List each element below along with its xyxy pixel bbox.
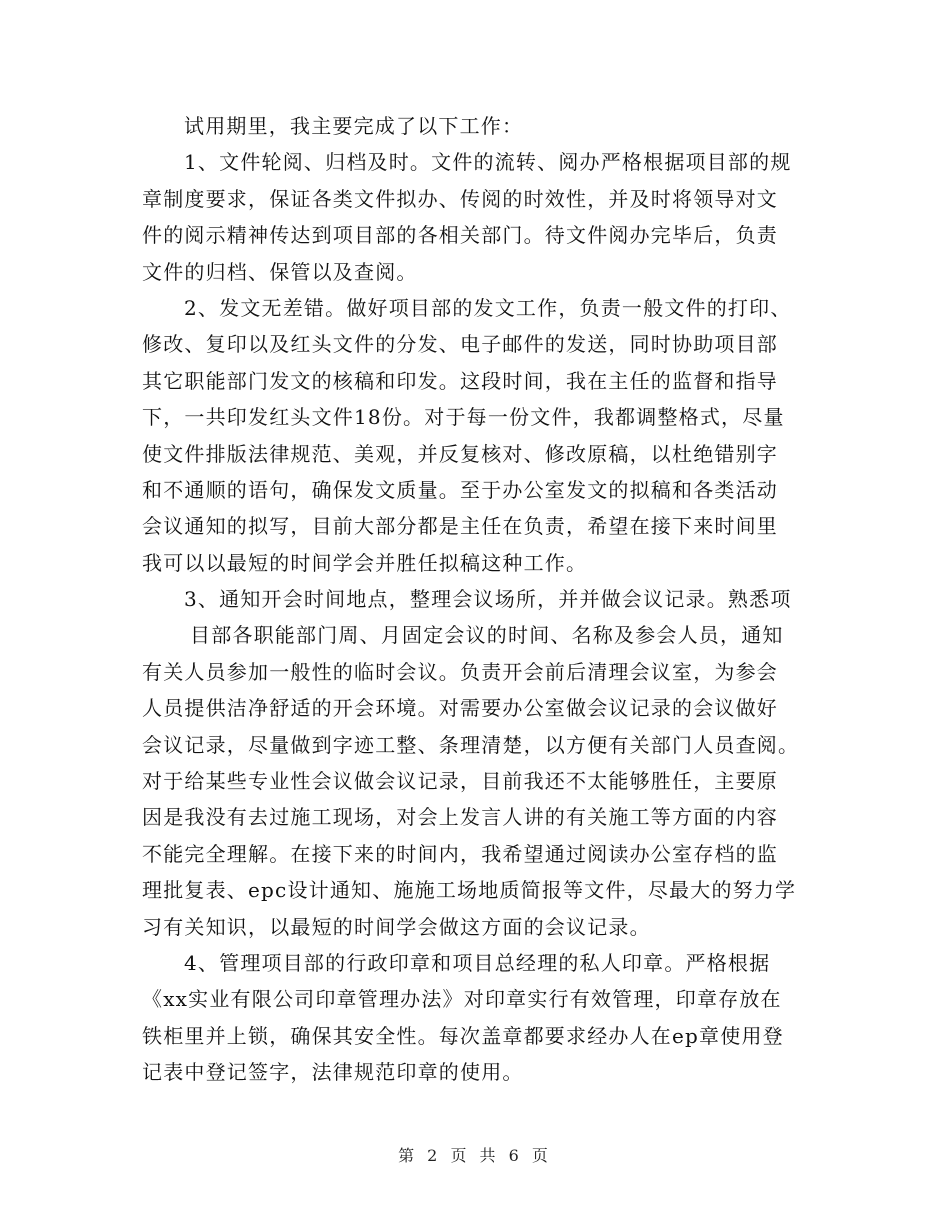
item-4-line-1: 4、管理项目部的行政印章和项目总经理的私人印章。严格根据 [184, 950, 771, 975]
item-3-line-5: 会议记录，尽量做到字迹工整、条理清楚，以方便有关部门人员查阅。 [142, 732, 800, 757]
document-body [142, 108, 808, 1091]
item-2-line-5: 使文件排版法律规范、美观，并反复核对、修改原稿，以杜绝错别字 [142, 441, 778, 466]
item-3-line-3: 有关人员参加一般性的临时会议。负责开会前后清理会议室，为参会 [142, 659, 778, 684]
item-2-line-6: 和不通顺的语句，确保发文质量。至于办公室发文的拟稿和各类活动 [142, 477, 778, 502]
item-3-line-10: 习有关知识，以最短的时间学会做这方面的会议记录。 [142, 914, 651, 939]
item-4-line-4: 记表中登记签字，法律规范印章的使用。 [142, 1060, 524, 1085]
item-4-line-3: 铁柜里并上锁，确保其安全性。每次盖章都要求经办人在ep章使用登 [142, 1023, 784, 1048]
item-3-line-6: 对于给某些专业性会议做会议记录，目前我还不太能够胜任，主要原 [142, 769, 778, 794]
page-number-footer: 第 2 页 共 6 页 [398, 1146, 552, 1165]
item-1-line-1: 1、文件轮阅、归档及时。文件的流转、阅办严格根据项目部的规 [184, 150, 792, 175]
item-2-line-3: 其它职能部门发文的核稿和印发。这段时间，我在主任的监督和指导 [142, 368, 778, 393]
item-2-line-1: 2、发文无差错。做好项目部的发文工作，负责一般文件的打印、 [184, 295, 792, 320]
item-2-line-8: 我可以以最短的时间学会并胜任拟稿这种工作。 [142, 550, 588, 575]
item-1-line-2: 章制度要求，保证各类文件拟办、传阅的时效性，并及时将领导对文 [142, 186, 778, 211]
item-1-line-3: 件的阅示精神传达到项目部的各相关部门。待文件阅办完毕后，负责 [142, 223, 778, 248]
item-3-line-7: 因是我没有去过施工现场，对会上发言人讲的有关施工等方面的内容 [142, 805, 778, 830]
item-1-line-4: 文件的归档、保管以及查阅。 [142, 259, 418, 284]
intro-line: 试用期里，我主要完成了以下工作： [184, 114, 524, 138]
item-2-line-4: 下，一共印发红头文件18份。对于每一份文件，我都调整格式，尽量 [142, 405, 785, 430]
item-3-line-2: 目部各职能部门周、月固定会议的时间、名称及参会人员，通知 [190, 623, 784, 648]
item-3-line-8: 不能完全理解。在接下来的时间内，我希望通过阅读办公室存档的监 [142, 841, 778, 866]
item-4-line-2: 《xx实业有限公司印章管理办法》对印章实行有效管理，印章存放在 [142, 987, 782, 1012]
item-2-line-7: 会议通知的拟写，目前大部分都是主任在负责，希望在接下来时间里 [142, 514, 778, 539]
item-3-line-4: 人员提供洁净舒适的开会环境。对需要办公室做会议记录的会议做好 [142, 696, 778, 721]
item-3-line-1: 3、通知开会时间地点，整理会议场所，并并做会议记录。熟悉项 [184, 587, 792, 612]
item-3-line-9: 理批复表、epc设计通知、施施工场地质简报等文件，尽最大的努力学 [142, 878, 797, 903]
item-2-line-2: 修改、复印以及红头文件的分发、电子邮件的发送，同时协助项目部 [142, 332, 778, 357]
